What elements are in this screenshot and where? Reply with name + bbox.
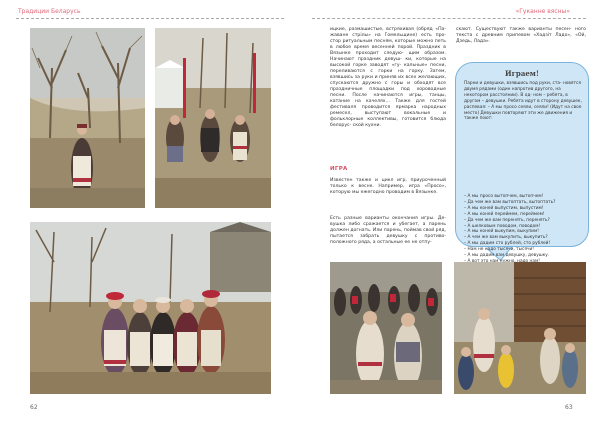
photo-crowd-game <box>330 262 442 394</box>
running-header-left: Традиции Беларусь <box>18 8 81 15</box>
photo-orchard-girl <box>30 28 145 208</box>
header-rule <box>16 18 284 19</box>
song-line: – Да чем же вам перенять, перенять? <box>464 217 550 223</box>
right-page <box>300 0 600 424</box>
photo-women-group <box>30 222 271 394</box>
song-line: – А мы просо вытопчем, вытопчем! <box>464 194 544 199</box>
page-number-right: 63 <box>565 404 573 411</box>
song-line: – А чем же вам выкупить, выкупить? <box>464 235 548 241</box>
body-text-game-variants: Есть разные варианты окончания игры. Де- вушка либо сражается и убегает, а парень должен догнать. Или парень, поймав свой ряд, пытается забрать девушку с противо- положного ряда, а остальные ее не отпу- <box>330 216 446 245</box>
bubble-title: Играем! <box>505 69 539 78</box>
song-line: – А шелковым поводом, поводом! <box>464 223 541 229</box>
song-line: – А мы дадим сто рублей, сто рублей! <box>464 241 551 247</box>
photo-dancing-couple <box>155 28 271 208</box>
section-heading-game: ИГРА <box>330 166 348 172</box>
speech-bubble <box>455 62 589 259</box>
song-line: – А мы коней выкупим, выкупим! <box>464 229 539 235</box>
bubble-song-lines <box>464 194 582 265</box>
photo-children-house <box>454 262 586 394</box>
body-text-game: Известен также и цикл игр, приуроченный только к весне. Например, игра «Просо», которую мы ежегодно проводим в Вязынке. <box>330 178 446 195</box>
body-text-column2: скают. Существуют также варианты песен- ного текста с древним припевом «Хадзіт Ладо», «Ой, Дзедь, Лада». <box>456 27 586 44</box>
song-line: – А мы коней выпустим, выпустим! <box>464 205 544 211</box>
song-line: – Да чем же вам вытоптать, вытоптать? <box>464 199 556 205</box>
song-line: – А мы коней переймем, переймем! <box>464 211 545 217</box>
song-line: – Нам не надо тысячи, тысячи! <box>464 247 535 253</box>
body-text-intro: ицкие, размашистые, встряхивая (обряд «Па- жаване стрілы» на Гомельщине) есть про- стор ритуальным песням, которые можно петь в любое время весенней порой. Праздник в Вязынке проходит следую- щим образом. Начинают праздник девуш- ки, которые на высокой горке заводят «гу- кальные» песни, переливаются с горки на горку. Затем, взявшись за руки и приняв их всех желающих, спускаются дружно с горы и обходят все праздничные площадки под хороводные песни. После начинаются игры, танцы, катание на качелях… Также для гостей фестиваля проводится ярмарка народных ремесел, выступают вокальные и фольклорные коллективы, готовится блюда белорус- ской кухни. <box>330 27 446 128</box>
header-rule <box>312 18 586 19</box>
running-header-right: «Гуканне вясны» <box>515 8 570 15</box>
song-line: – А мы дадим вам девушку, девушку. <box>464 253 550 259</box>
page-number-left: 62 <box>30 404 38 411</box>
bubble-instructions: Парни и девушки, взявшись под руки, ста- новятся двумя рядами (один напротив другого, на некотором расстоянии). В од- ном – ребята, в другом – девушки. Ребята идут в сторону девушек, распевая: – А мы просо сеяли, сеяли! (Идут на свое место) Девушки повторяют эти же движения и также поют: <box>464 81 582 122</box>
